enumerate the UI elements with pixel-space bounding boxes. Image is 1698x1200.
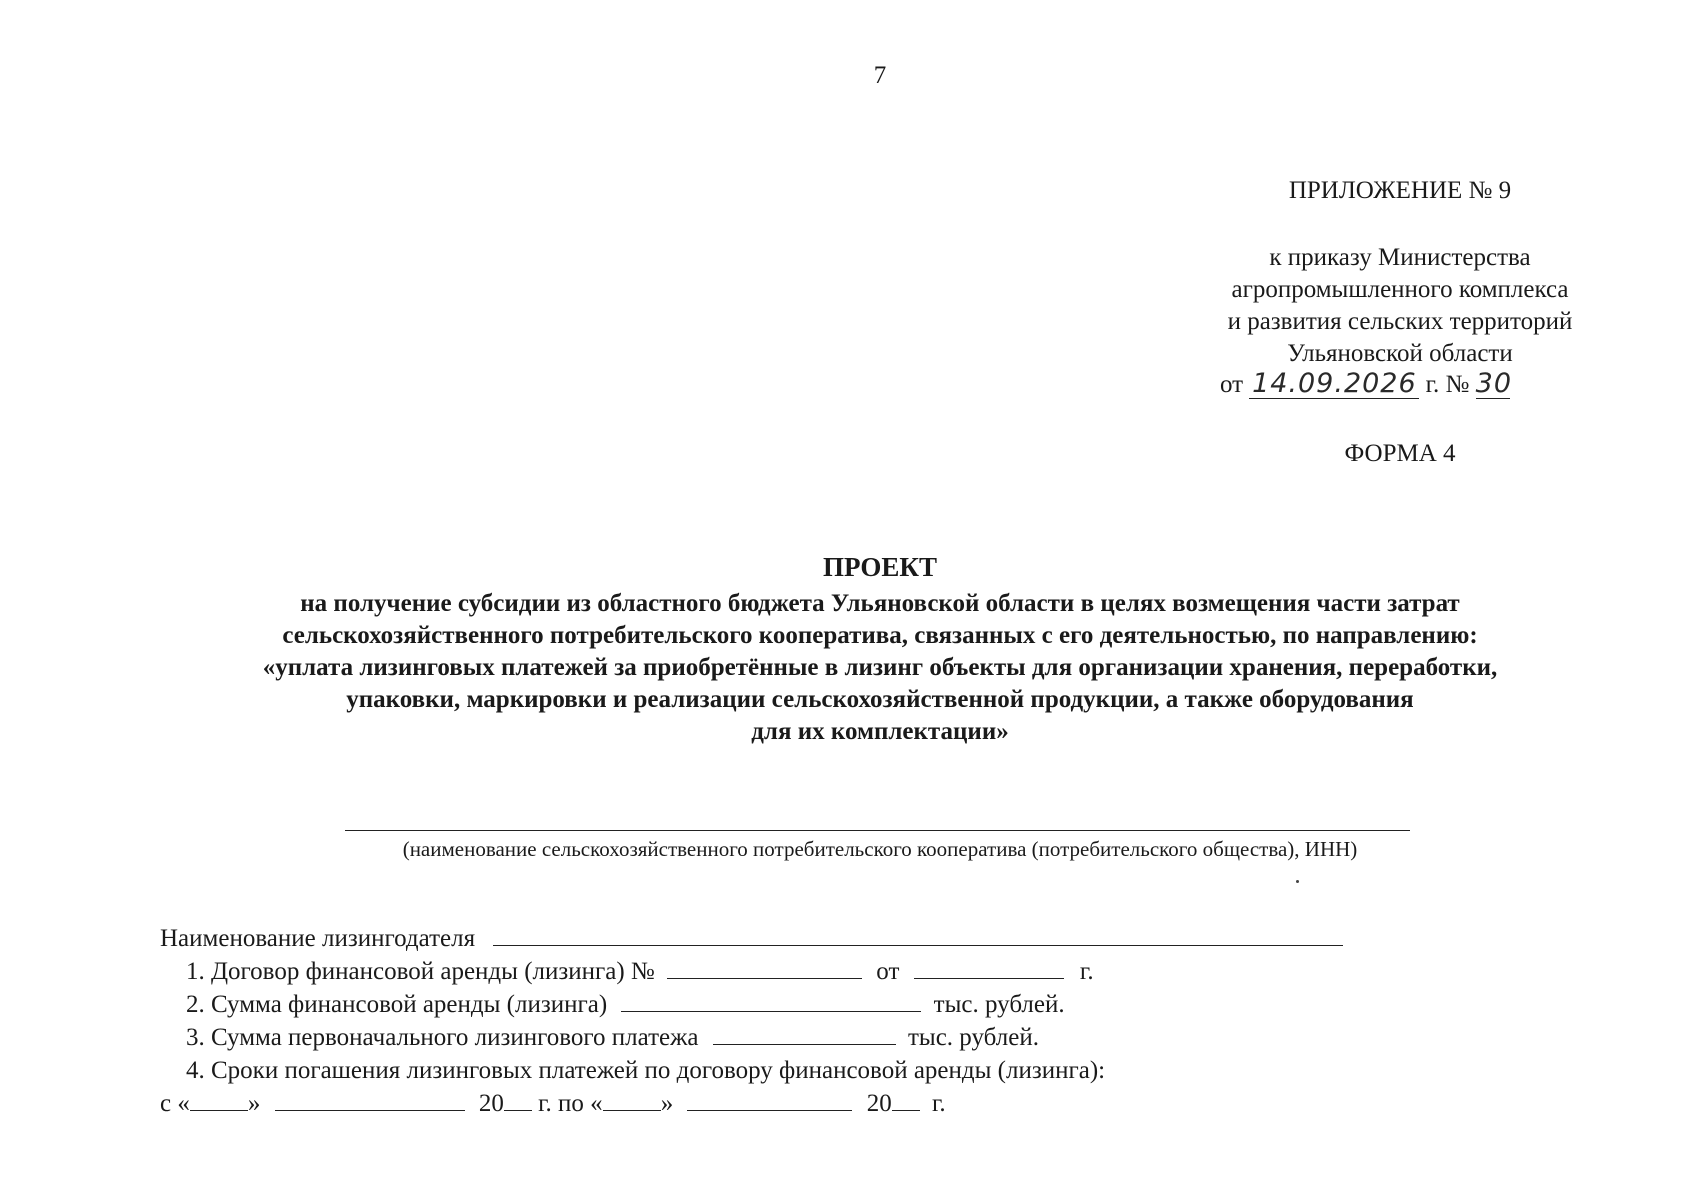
order-line: Ульяновской области: [1287, 340, 1513, 367]
project-description: [170, 588, 1590, 748]
start-month-field[interactable]: [275, 1088, 465, 1111]
lessor-row: [160, 922, 1343, 955]
order-line: агропромышленного комплекса: [1231, 276, 1569, 303]
cooperative-caption: (наименование сельскохозяйственного потребительского кооператива (потребительского общества), ИНН): [402, 837, 1358, 861]
lessor-label: Наименование лизингодателя: [160, 925, 476, 952]
lease-amount-unit: тыс. рублей.: [933, 991, 1065, 1018]
initial-payment-unit: тыс. рублей.: [907, 1024, 1039, 1051]
lease-amount-label: 2. Сумма финансовой аренды (лизинга): [186, 991, 608, 1018]
lessor-name-field[interactable]: [493, 923, 1343, 946]
start-day-field[interactable]: [190, 1088, 248, 1111]
cooperative-name-line[interactable]: [345, 830, 1410, 831]
contract-label: 1. Договор финансовой аренды (лизинга) №: [186, 958, 655, 985]
repayment-terms-row: [160, 1054, 1343, 1087]
initial-payment-row: [160, 1021, 1343, 1054]
start-year-suffix: г. по «: [538, 1090, 603, 1117]
description-line: для их комплектации»: [751, 718, 1009, 745]
repayment-period-row: [160, 1087, 1343, 1120]
end-year-label: г.: [931, 1090, 946, 1117]
scan-speck: [1296, 880, 1299, 883]
project-title: ПРОЕКТ: [823, 552, 937, 582]
contract-from-label: от: [876, 958, 900, 985]
end-year-prefix: 20: [866, 1090, 892, 1117]
contract-row: [160, 955, 1343, 988]
period-from-label: с «: [160, 1090, 190, 1117]
order-line: и развития сельских территорий: [1227, 308, 1573, 335]
number-label: г. №: [1425, 371, 1470, 398]
initial-payment-label: 3. Сумма первоначального лизингового платежа: [186, 1024, 699, 1051]
description-line: «уплата лизинговых платежей за приобретённые в лизинг объекты для организации хранения, переработки,: [262, 654, 1498, 681]
contract-number-field[interactable]: [667, 956, 862, 979]
repayment-terms-label: 4. Сроки погашения лизинговых платежей по договору финансовой аренды (лизинга):: [186, 1057, 1106, 1084]
contract-year-label: г.: [1079, 958, 1094, 985]
handwritten-number: 30: [1475, 368, 1513, 399]
page-number: 7: [873, 62, 887, 89]
start-year-field[interactable]: [504, 1088, 532, 1111]
start-year-prefix: 20: [478, 1090, 504, 1117]
order-date-line: [1220, 368, 1513, 399]
description-line: сельскохозяйственного потребительского кооператива, связанных с его деятельностью, по направлению:: [282, 622, 1478, 649]
contract-date-field[interactable]: [914, 956, 1064, 979]
start-quote-close: »: [247, 1090, 261, 1117]
lease-amount-field[interactable]: [621, 989, 921, 1012]
order-line: к приказу Министерства: [1269, 244, 1531, 271]
date-prefix: от: [1220, 371, 1244, 398]
end-year-field[interactable]: [892, 1088, 920, 1111]
lease-amount-row: [160, 988, 1343, 1021]
order-reference: [1180, 242, 1620, 370]
description-line: на получение субсидии из областного бюджета Ульяновской области в целях возмещения части затрат: [300, 590, 1460, 617]
end-day-field[interactable]: [603, 1088, 661, 1111]
form-label: ФОРМА 4: [1344, 440, 1456, 467]
initial-payment-field[interactable]: [713, 1022, 896, 1045]
end-quote-close: »: [660, 1090, 674, 1117]
handwritten-date: 14.09.2026: [1249, 370, 1419, 399]
description-line: упаковки, маркировки и реализации сельскохозяйственной продукции, а также оборудования: [346, 686, 1414, 713]
appendix-title: ПРИЛОЖЕНИЕ № 9: [1288, 177, 1512, 204]
end-month-field[interactable]: [687, 1088, 852, 1111]
form-fields: [160, 922, 1343, 1120]
